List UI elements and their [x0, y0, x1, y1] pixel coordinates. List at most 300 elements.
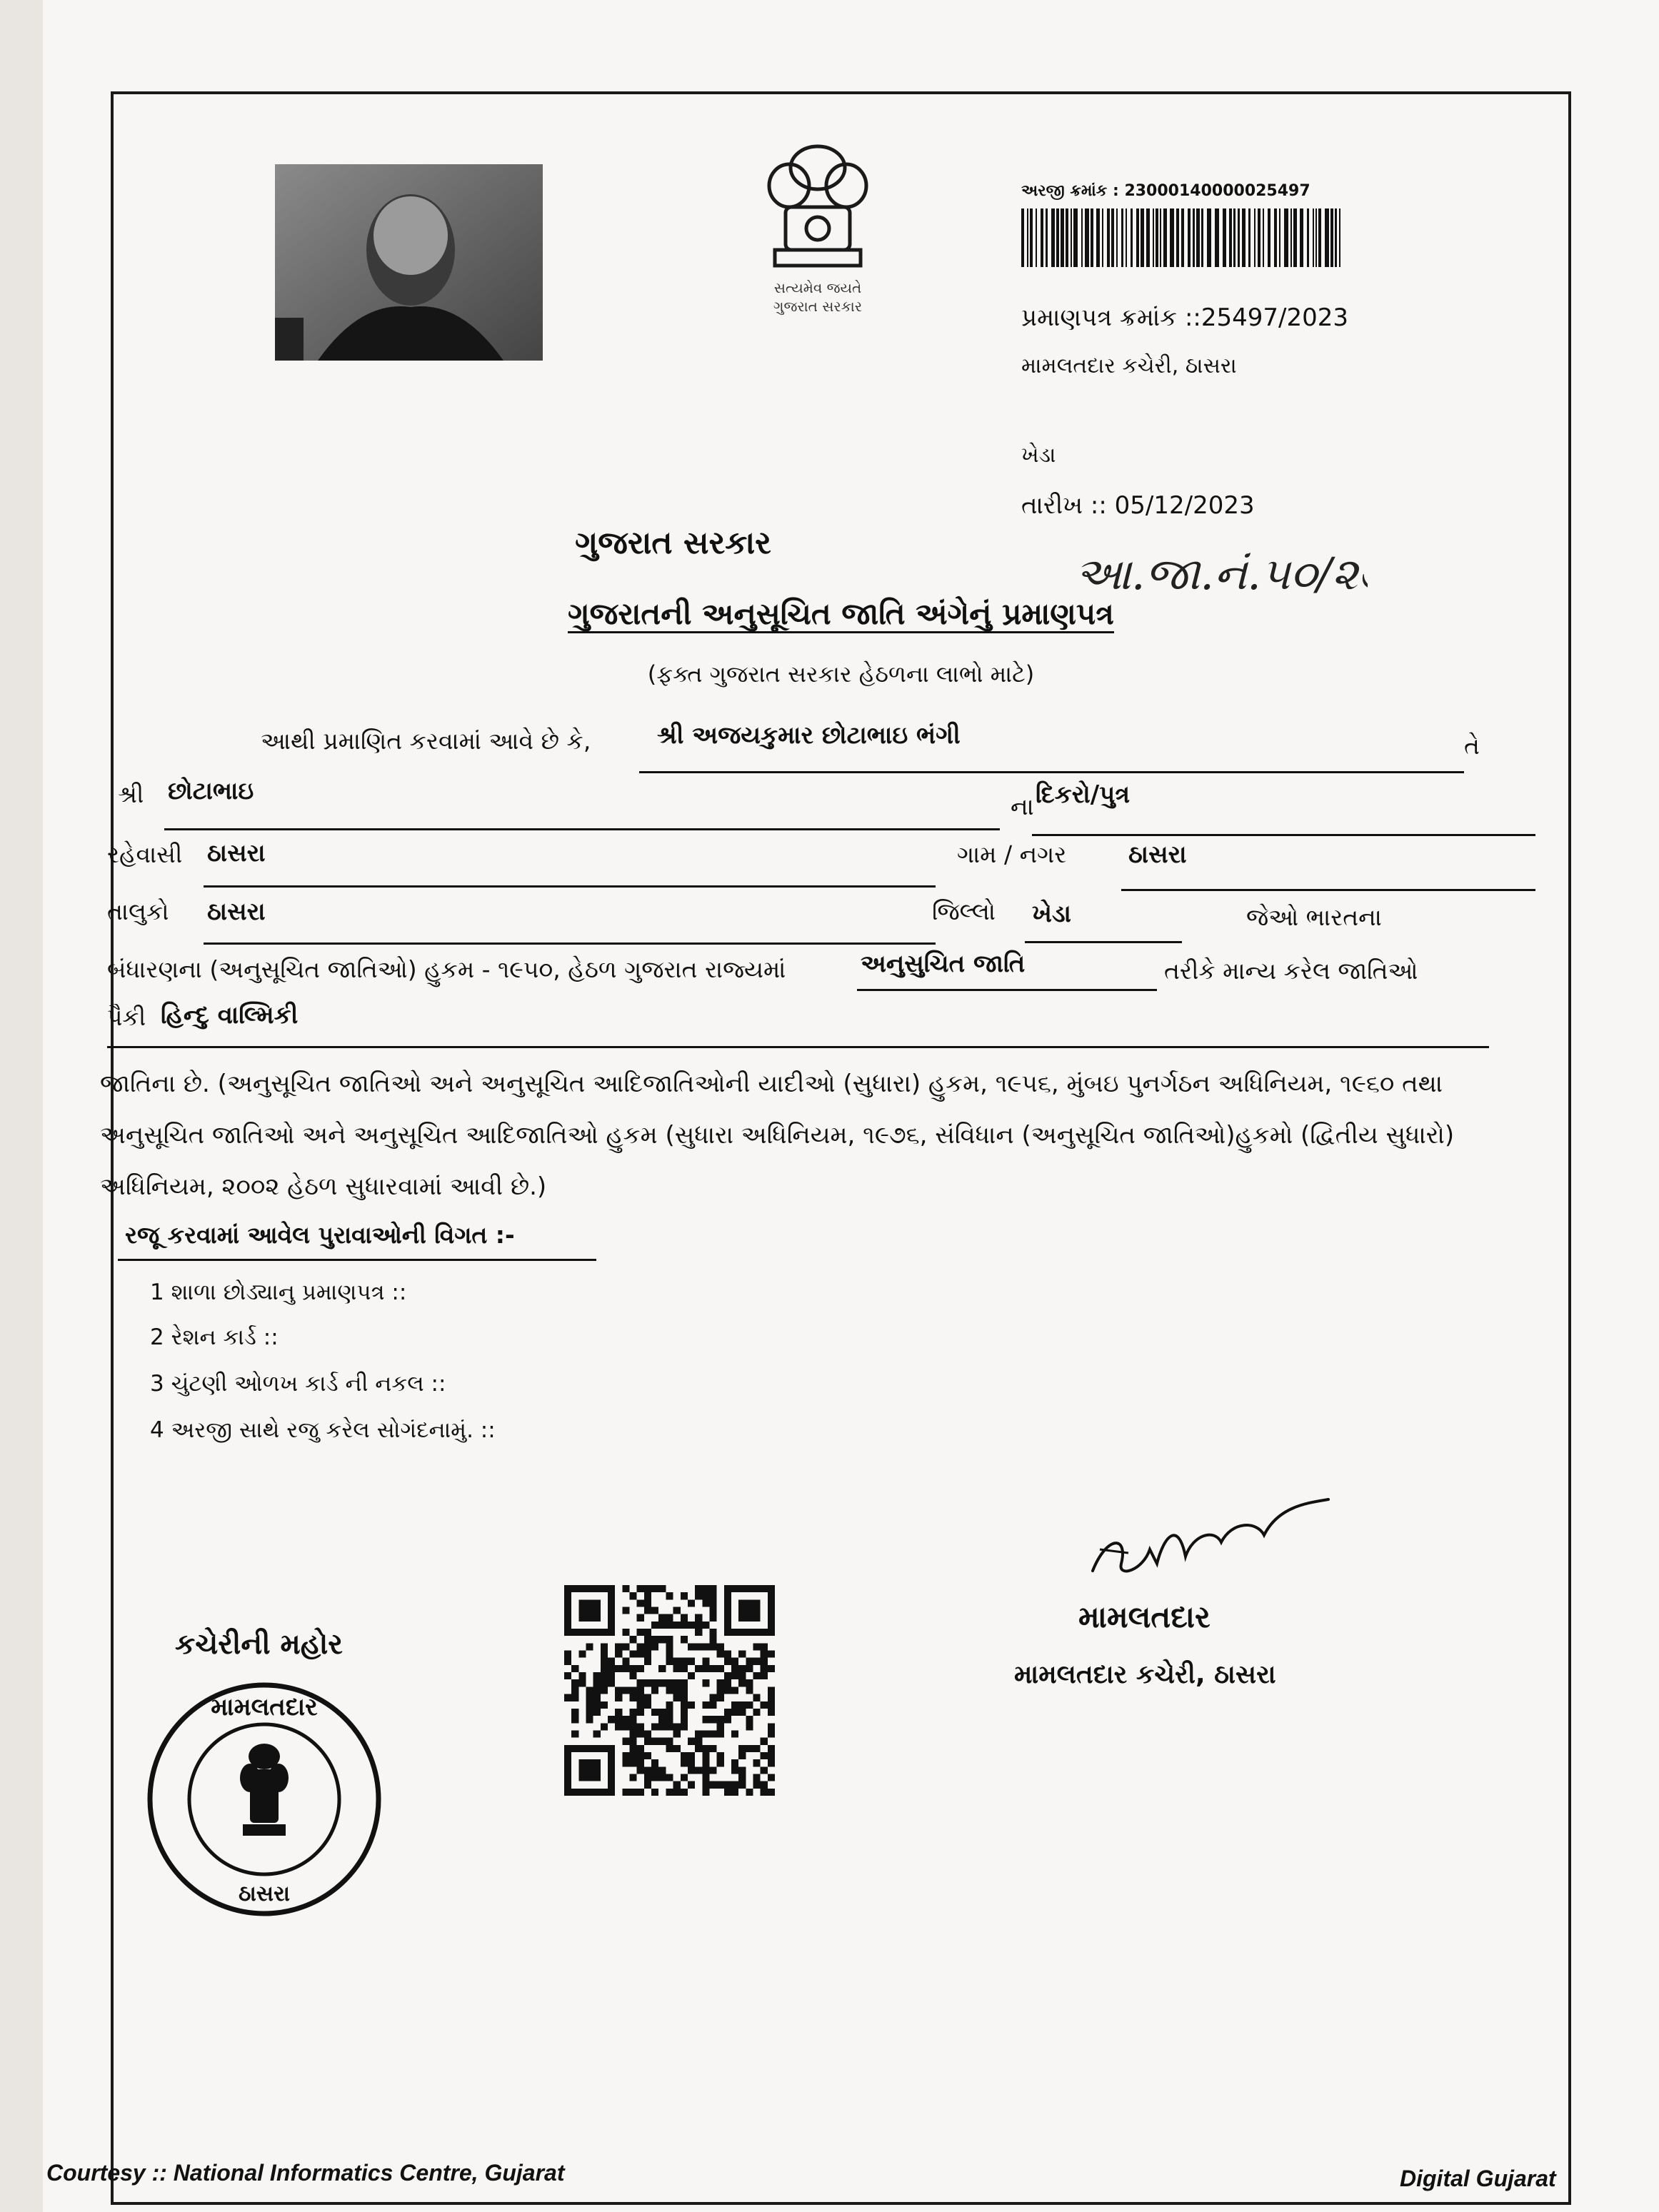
- barcode-bar: [1091, 208, 1093, 267]
- qr-module: [637, 1643, 644, 1650]
- qr-module: [673, 1694, 681, 1701]
- barcode-bar: [1284, 208, 1288, 267]
- qr-module: [658, 1622, 666, 1629]
- qr-module: [666, 1643, 673, 1650]
- na-label: ના: [1011, 793, 1034, 820]
- qr-module: [768, 1709, 775, 1716]
- qr-module: [746, 1723, 753, 1730]
- qr-module: [688, 1622, 695, 1629]
- qr-module: [644, 1651, 651, 1658]
- qr-module: [761, 1752, 768, 1759]
- qr-module: [681, 1622, 688, 1629]
- qr-module: [724, 1716, 731, 1723]
- qr-module: [658, 1774, 666, 1781]
- qr-module: [681, 1636, 688, 1643]
- qr-module: [571, 1716, 578, 1723]
- qr-module: [761, 1766, 768, 1774]
- qr-module: [746, 1658, 753, 1665]
- qr-module: [709, 1781, 716, 1789]
- qr-module: [731, 1766, 738, 1774]
- qr-module: [681, 1716, 688, 1723]
- qr-module: [709, 1766, 716, 1774]
- qr-module: [738, 1709, 746, 1716]
- qr-module: [746, 1789, 753, 1796]
- qr-module: [695, 1745, 702, 1752]
- constitution-label: બંધારણના (અનુસૂચિત જાતિઓ) હુકમ - ૧૯૫૦, હેઠળ ગુજરાત રાજ્યમાં: [107, 955, 786, 983]
- qr-module: [586, 1643, 593, 1650]
- qr-module: [753, 1781, 760, 1789]
- qr-module: [615, 1723, 622, 1730]
- qr-module: [630, 1716, 637, 1723]
- qr-module: [601, 1658, 608, 1665]
- qr-module: [658, 1766, 666, 1774]
- qr-module: [651, 1759, 658, 1766]
- qr-module: [651, 1636, 658, 1643]
- barcode-bar: [1051, 208, 1055, 267]
- barcode-bar: [1131, 208, 1133, 267]
- qr-module: [658, 1738, 666, 1745]
- qr-module: [666, 1614, 673, 1622]
- qr-module: [601, 1665, 608, 1672]
- qr-module: [666, 1723, 673, 1730]
- qr-module: [644, 1679, 651, 1686]
- qr-module: [637, 1599, 644, 1607]
- qr-module: [601, 1679, 608, 1686]
- qr-module: [651, 1686, 658, 1694]
- qr-module: [709, 1701, 716, 1709]
- shri-label: શ્રી: [118, 780, 144, 808]
- qr-module: [717, 1694, 724, 1701]
- svg-text:ઠાસરા: ઠાસરા: [239, 1881, 290, 1906]
- qr-module: [761, 1651, 768, 1658]
- qr-module: [651, 1585, 658, 1592]
- qr-module: [578, 1679, 586, 1686]
- qr-module: [622, 1723, 629, 1730]
- qr-module: [702, 1716, 709, 1723]
- barcode-bar: [1242, 208, 1245, 267]
- qr-module: [738, 1651, 746, 1658]
- qr-module: [608, 1679, 615, 1686]
- emblem-caption-line2: ગુજરાત સરકાર: [773, 298, 863, 315]
- qr-module: [622, 1629, 629, 1636]
- qr-module: [571, 1665, 578, 1672]
- qr-module: [753, 1745, 760, 1752]
- qr-module: [709, 1614, 716, 1622]
- qr-module: [681, 1752, 688, 1759]
- qr-module: [564, 1694, 571, 1701]
- barcode-bar: [1233, 208, 1236, 267]
- qr-module: [695, 1766, 702, 1774]
- barcode-bar: [1176, 208, 1179, 267]
- proof-item: 4 અરજી સાથે રજુ કરેલ સોગંદનામું. ::: [150, 1417, 496, 1443]
- qr-module: [753, 1709, 760, 1716]
- legal-paragraph-line1: જાતિના છે. (અનુસૂચિત જાતિઓ અને અનુસૂચિત આદિજાતિઓની યાદીઓ (સુધારા) હુકમ, ૧૯૫૬, મુંબઇ પુનર્ગઠન અધિનિયમ, ૧૯૬૦ તથા: [100, 1070, 1443, 1098]
- qr-module: [702, 1745, 709, 1752]
- qr-code[interactable]: [564, 1585, 775, 1796]
- qr-module: [688, 1752, 695, 1759]
- qr-module: [637, 1730, 644, 1737]
- recognized-label: તરીકે માન્ય કરેલ જાતિઓ: [1164, 957, 1418, 985]
- proof-item: 2 રેશન કાર્ડ ::: [150, 1324, 279, 1350]
- qr-module: [724, 1658, 731, 1665]
- qr-module: [586, 1694, 593, 1701]
- barcode-bar: [1307, 208, 1309, 267]
- barcode-bar: [1339, 208, 1340, 267]
- qr-module: [738, 1665, 746, 1672]
- father-name: છોટાભાઇ: [168, 777, 254, 805]
- qr-module: [651, 1709, 658, 1716]
- qr-module: [738, 1766, 746, 1774]
- qr-module: [644, 1585, 651, 1592]
- qr-module: [673, 1622, 681, 1629]
- qr-module: [768, 1752, 775, 1759]
- qr-module: [601, 1723, 608, 1730]
- government-title: ગુજરાત સરકાર: [575, 525, 771, 561]
- qr-module: [630, 1592, 637, 1599]
- proofs-heading-line: [118, 1259, 596, 1261]
- qr-module: [673, 1745, 681, 1752]
- barcode-bar: [1330, 208, 1333, 267]
- qr-module: [724, 1672, 731, 1679]
- qr-module: [717, 1679, 724, 1686]
- qr-module: [702, 1789, 709, 1796]
- qr-module: [630, 1745, 637, 1752]
- svg-text:આ.જા.નં.૫૦/૨૩: આ.જા.નં.૫૦/૨૩: [1075, 548, 1368, 600]
- barcode-bar: [1274, 208, 1277, 267]
- qr-module: [702, 1730, 709, 1737]
- qr-module: [761, 1781, 768, 1789]
- qr-module: [688, 1672, 695, 1679]
- qr-module: [768, 1651, 775, 1658]
- qr-module: [637, 1614, 644, 1622]
- qr-module: [593, 1709, 601, 1716]
- qr-module: [622, 1789, 629, 1796]
- qr-module: [746, 1745, 753, 1752]
- caste-line: [107, 1046, 1489, 1048]
- qr-module: [768, 1665, 775, 1672]
- qr-module: [658, 1614, 666, 1622]
- qr-module: [761, 1665, 768, 1672]
- signatory-office: મામલતદાર કચેરી, ઠાસરા: [1014, 1660, 1276, 1689]
- qr-module: [637, 1651, 644, 1658]
- qr-module: [644, 1766, 651, 1774]
- qr-module: [630, 1774, 637, 1781]
- qr-module: [688, 1781, 695, 1789]
- qr-module: [571, 1709, 578, 1716]
- qr-module: [702, 1781, 709, 1789]
- qr-module: [746, 1686, 753, 1694]
- qr-module: [601, 1672, 608, 1679]
- qr-module: [601, 1651, 608, 1658]
- barcode-bar: [1056, 208, 1059, 267]
- issuing-office: મામલતદાર કચેરી, ઠાસરા: [1021, 353, 1237, 378]
- qr-module: [622, 1716, 629, 1723]
- qr-module: [724, 1686, 731, 1694]
- qr-module: [673, 1686, 681, 1694]
- barcode-bar: [1290, 208, 1292, 267]
- qr-module: [666, 1774, 673, 1781]
- barcode-bar: [1116, 208, 1118, 267]
- qr-module: [578, 1672, 586, 1679]
- barcode-bar: [1268, 208, 1270, 267]
- qr-module: [593, 1679, 601, 1686]
- qr-module: [622, 1759, 629, 1766]
- qr-module: [666, 1592, 673, 1599]
- qr-module: [564, 1672, 571, 1679]
- barcode-bar: [1254, 208, 1255, 267]
- qr-module: [651, 1679, 658, 1686]
- qr-module: [637, 1629, 644, 1636]
- qr-module: [651, 1643, 658, 1650]
- qr-module: [651, 1622, 658, 1629]
- qr-module: [702, 1599, 709, 1607]
- qr-module: [681, 1774, 688, 1781]
- qr-module: [673, 1730, 681, 1737]
- qr-module: [666, 1686, 673, 1694]
- qr-module: [753, 1774, 760, 1781]
- qr-module: [630, 1651, 637, 1658]
- relation-value: દિકરો/પુત્ર: [1036, 780, 1131, 809]
- qr-module: [717, 1781, 724, 1789]
- qr-module: [753, 1658, 760, 1665]
- qr-module: [681, 1592, 688, 1599]
- qr-module: [681, 1709, 688, 1716]
- qr-module: [608, 1716, 615, 1723]
- applicant-name-line: [639, 771, 1464, 773]
- qr-module: [731, 1686, 738, 1694]
- barcode-bar: [1041, 208, 1043, 267]
- qr-module: [681, 1665, 688, 1672]
- signatory-title: મામલતદાર: [1078, 1599, 1211, 1634]
- qr-module: [746, 1701, 753, 1709]
- barcode-bar: [1181, 208, 1184, 267]
- qr-module: [615, 1686, 622, 1694]
- qr-module: [586, 1709, 593, 1716]
- qr-module: [630, 1694, 637, 1701]
- resident-label: રહેવાસી: [107, 840, 183, 868]
- qr-module: [578, 1651, 586, 1658]
- qr-module: [615, 1716, 622, 1723]
- qr-module: [753, 1694, 760, 1701]
- barcode-bar: [1136, 208, 1139, 267]
- qr-module: [593, 1686, 601, 1694]
- intro-label: આથી પ્રમાણિત કરવામાં આવે છે કે,: [261, 727, 591, 755]
- among-label: પૈકી: [107, 1003, 146, 1031]
- qr-module: [644, 1636, 651, 1643]
- qr-module: [658, 1709, 666, 1716]
- qr-module: [768, 1789, 775, 1796]
- qr-module: [658, 1723, 666, 1730]
- qr-module: [695, 1614, 702, 1622]
- qr-module: [615, 1643, 622, 1650]
- barcode-bar: [1318, 208, 1321, 267]
- qr-module: [731, 1665, 738, 1672]
- footer-courtesy: Courtesy :: National Informatics Centre, Gujarat: [46, 2160, 565, 2186]
- qr-module: [681, 1614, 688, 1622]
- qr-module: [688, 1759, 695, 1766]
- qr-module: [753, 1643, 760, 1650]
- qr-module: [731, 1701, 738, 1709]
- barcode-bar: [1315, 208, 1317, 267]
- qr-module: [695, 1629, 702, 1636]
- taluka-value: ઠાસરા: [207, 898, 266, 926]
- qr-module: [695, 1730, 702, 1737]
- qr-module: [644, 1738, 651, 1745]
- qr-module: [666, 1709, 673, 1716]
- qr-module: [702, 1701, 709, 1709]
- district-line: [1025, 941, 1182, 943]
- qr-module: [593, 1730, 601, 1737]
- emblem-caption-line1: સત્યમેવ જયતે: [773, 279, 862, 296]
- qr-module: [601, 1686, 608, 1694]
- qr-module: [702, 1585, 709, 1592]
- qr-module: [673, 1665, 681, 1672]
- qr-module: [615, 1694, 622, 1701]
- qr-module: [702, 1759, 709, 1766]
- barcode-bar: [1066, 208, 1068, 267]
- qr-module: [681, 1686, 688, 1694]
- qr-module: [644, 1752, 651, 1759]
- qr-module: [630, 1636, 637, 1643]
- qr-module: [637, 1709, 644, 1716]
- barcode-bar: [1046, 208, 1048, 267]
- qr-module: [637, 1686, 644, 1694]
- qr-module: [637, 1766, 644, 1774]
- qr-module: [644, 1658, 651, 1665]
- qr-module: [738, 1701, 746, 1709]
- qr-module: [658, 1585, 666, 1592]
- certificate-title-text: ગુજરાતની અનુસૂચિત જાતિ અંગેનું પ્રમાણપત્ર: [568, 596, 1114, 633]
- qr-module: [709, 1716, 716, 1723]
- barcode-bar: [1196, 208, 1200, 267]
- qr-module: [644, 1730, 651, 1737]
- certificate-number: પ્રમાણપત્ર ક્રમાંક ::25497/2023: [1021, 303, 1349, 332]
- qr-module: [637, 1694, 644, 1701]
- barcode-bar: [1061, 208, 1064, 267]
- qr-module: [630, 1759, 637, 1766]
- barcode-bar: [1153, 208, 1154, 267]
- qr-module: [622, 1686, 629, 1694]
- qr-module: [658, 1636, 666, 1643]
- qr-module: [688, 1738, 695, 1745]
- barcode-bar: [1223, 208, 1226, 267]
- qr-module: [622, 1738, 629, 1745]
- village-value: ઠાસરા: [1128, 840, 1187, 869]
- qr-module: [761, 1658, 768, 1665]
- qr-module: [615, 1651, 622, 1658]
- qr-module: [651, 1723, 658, 1730]
- issue-date: તારીખ :: 05/12/2023: [1021, 491, 1255, 520]
- barcode-bar: [1170, 208, 1174, 267]
- qr-module: [695, 1585, 702, 1592]
- qr-module: [746, 1679, 753, 1686]
- qr-module: [637, 1585, 644, 1592]
- barcode-bar: [1021, 208, 1024, 267]
- signature: [1078, 1492, 1335, 1592]
- qr-module: [666, 1679, 673, 1686]
- qr-module: [688, 1701, 695, 1709]
- qr-module: [681, 1679, 688, 1686]
- application-number: અરજી ક્રમાંક : 23000140000025497: [1021, 182, 1310, 200]
- barcode-bar: [1126, 208, 1127, 267]
- qr-module: [702, 1658, 709, 1665]
- qr-module: [695, 1622, 702, 1629]
- qr-module: [702, 1592, 709, 1599]
- qr-module: [681, 1701, 688, 1709]
- office-seal-title: કચેરીની મહોર: [175, 1628, 343, 1661]
- qr-module: [702, 1679, 709, 1686]
- qr-module: [644, 1643, 651, 1650]
- qr-module: [666, 1651, 673, 1658]
- qr-module: [564, 1658, 571, 1665]
- barcode-bar: [1238, 208, 1240, 267]
- qr-module: [666, 1622, 673, 1629]
- qr-module: [731, 1789, 738, 1796]
- qr-module: [630, 1723, 637, 1730]
- qr-module: [709, 1665, 716, 1672]
- qr-module: [702, 1643, 709, 1650]
- qr-module: [761, 1701, 768, 1709]
- qr-module: [601, 1701, 608, 1709]
- qr-module: [651, 1607, 658, 1614]
- qr-module: [738, 1752, 746, 1759]
- qr-module: [717, 1651, 724, 1658]
- qr-module: [724, 1679, 731, 1686]
- qr-module: [666, 1745, 673, 1752]
- proof-item: 1 શાળા છોડ્યાનુ પ્રમાણપત્ર ::: [150, 1280, 407, 1305]
- qr-module: [724, 1781, 731, 1789]
- qr-module: [709, 1643, 716, 1650]
- qr-module: [630, 1686, 637, 1694]
- category-value: અનુસુચિત જાતિ: [861, 950, 1026, 978]
- qr-module: [695, 1665, 702, 1672]
- office-seal: [143, 1678, 386, 1921]
- qr-module: [768, 1723, 775, 1730]
- legal-paragraph: [100, 1058, 1521, 1212]
- barcode-bar: [1188, 208, 1191, 267]
- qr-module: [630, 1709, 637, 1716]
- qr-module: [571, 1679, 578, 1686]
- qr-module: [658, 1716, 666, 1723]
- qr-module: [651, 1766, 658, 1774]
- qr-module: [768, 1694, 775, 1701]
- barcode: [1021, 208, 1343, 267]
- qr-module: [586, 1686, 593, 1694]
- barcode-bar: [1163, 208, 1167, 267]
- qr-module: [731, 1672, 738, 1679]
- barcode-bar: [1071, 208, 1072, 267]
- barcode-bar: [1085, 208, 1089, 267]
- qr-module: [637, 1723, 644, 1730]
- qr-module: [746, 1716, 753, 1723]
- barcode-bar: [1215, 208, 1219, 267]
- qr-module: [738, 1781, 746, 1789]
- qr-module: [637, 1745, 644, 1752]
- qr-module: [681, 1789, 688, 1796]
- qr-module: [608, 1672, 615, 1679]
- barcode-bar: [1107, 208, 1110, 267]
- qr-module: [753, 1672, 760, 1679]
- qr-module: [644, 1607, 651, 1614]
- qr-module: [622, 1665, 629, 1672]
- barcode-bar: [1229, 208, 1232, 267]
- qr-module: [717, 1643, 724, 1650]
- qr-module: [717, 1723, 724, 1730]
- qr-finder: [738, 1599, 761, 1622]
- qr-module: [630, 1789, 637, 1796]
- qr-module: [622, 1585, 629, 1592]
- qr-module: [622, 1643, 629, 1650]
